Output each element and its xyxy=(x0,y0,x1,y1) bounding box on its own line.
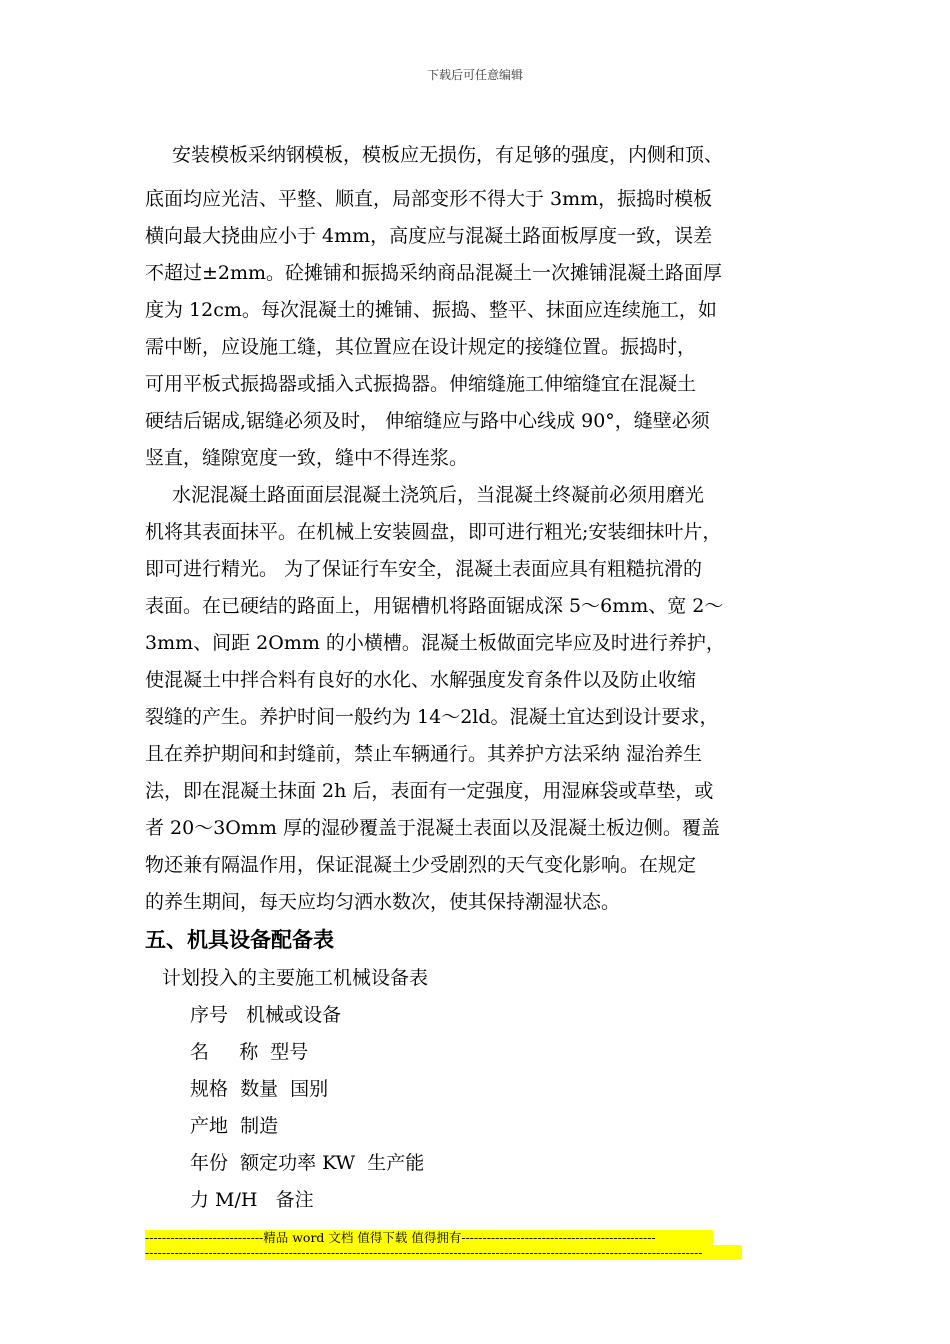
paragraph-line: 即可进行精光。 为了保证行车安全，混凝土表面应具有粗糙抗滑的 xyxy=(145,558,703,580)
table-header-row: 力 M/H 备注 xyxy=(190,1189,314,1211)
paragraph-line: 表面。在已硬结的路面上，用锯槽机将路面锯成深 5～6mm、宽 2～ xyxy=(145,595,724,617)
paragraph-line: 安装模板采纳钢模板，模板应无损伤，有足够的强度，内侧和顶、 xyxy=(172,144,724,166)
paragraph-line: 度为 12cm。每次混凝土的摊铺、振捣、整平、抹面应连续施工，如 xyxy=(145,299,717,321)
table-header-row: 规格 数量 国别 xyxy=(190,1078,329,1100)
footer-banner: ----------------------------精品 word 文档 值得下载 值得拥有---------------------------------------------- xyxy=(145,1230,713,1245)
paragraph-curing xyxy=(145,477,815,921)
paragraph-line: 法，即在混凝土抹面 2h 后，表面有一定强度，用湿麻袋或草垫，或 xyxy=(145,780,714,802)
paragraph-formwork xyxy=(145,128,815,183)
table-header-row: 年份 额定功率 KW 生产能 xyxy=(190,1152,425,1174)
page-footer xyxy=(145,1230,742,1260)
paragraph-line: 硬结后锯成,锯缝必须及时， 伸缩缝应与路中心线成 90°，缝壁必须 xyxy=(145,410,710,432)
paragraph-line: 可用平板式振捣器或插入式振捣器。伸缩缝施工伸缩缝宜在混凝土 xyxy=(145,373,697,395)
paragraph-line: 需中断，应设施工缝，其位置应在设计规定的接缝位置。振捣时， xyxy=(145,336,697,358)
table-header-row: 序号 机械或设备 xyxy=(190,1004,342,1026)
section-heading: 五、机具设备配备表 xyxy=(145,927,334,952)
paragraph-line: 水泥混凝土路面面层混凝土浇筑后，当混凝土终凝前必须用磨光 xyxy=(172,484,705,506)
paragraph-line: 的养生期间，每天应均匀洒水数次，使其保持潮湿状态。 xyxy=(145,891,621,913)
paragraph-line: 不超过±2mm。砼摊铺和振捣采纳商品混凝土一次摊铺混凝土路面厚 xyxy=(145,262,723,284)
paragraph-line: 机将其表面抹平。在机械上安装圆盘，即可进行粗光;安装细抹叶片， xyxy=(145,521,722,543)
paragraph-line: 裂缝的产生。养护时间一般约为 14～2ld。混凝土宜达到设计要求， xyxy=(145,706,719,728)
paragraph-line: 底面均应光洁、平整、顺直，局部变形不得大于 3mm，振捣时模板 xyxy=(145,188,713,210)
paragraph-line: 3mm、间距 2Omm 的小横槽。混凝土板做面完毕应及时进行养护， xyxy=(145,632,725,654)
equipment-table-header xyxy=(190,997,815,1219)
paragraph-line: 物还兼有隔温作用，保证混凝土少受剧烈的天气变化影响。在规定 xyxy=(145,854,697,876)
paragraph-formwork-cont xyxy=(145,181,815,477)
table-caption: 计划投入的主要施工机械设备表 xyxy=(162,967,429,989)
paragraph-line: 竖直，缝隙宽度一致，缝中不得连浆。 xyxy=(145,447,469,469)
table-header-row: 名 称 型号 xyxy=(190,1041,309,1063)
paragraph-line: 且在养护期间和封缝前，禁止车辆通行。其养护方法采纳 湿治养生 xyxy=(145,743,703,765)
paragraph-line: 横向最大挠曲应小于 4mm，高度应与混凝土路面板厚度一致，误差 xyxy=(145,225,713,247)
footer-rule: ------------------------------------------------------------------------------------------------------------------------------------ xyxy=(145,1245,742,1260)
document-body xyxy=(145,128,815,1219)
paragraph-line: 使混凝土中拌合料有良好的水化、水解强度发育条件以及防止收缩 xyxy=(145,669,697,691)
page-header: 下载后可任意编辑 xyxy=(426,68,523,82)
table-header-row: 产地 制造 xyxy=(190,1115,279,1137)
paragraph-line: 者 20～3Omm 厚的湿砂覆盖于混凝土表面以及混凝土板边侧。覆盖 xyxy=(145,817,720,839)
